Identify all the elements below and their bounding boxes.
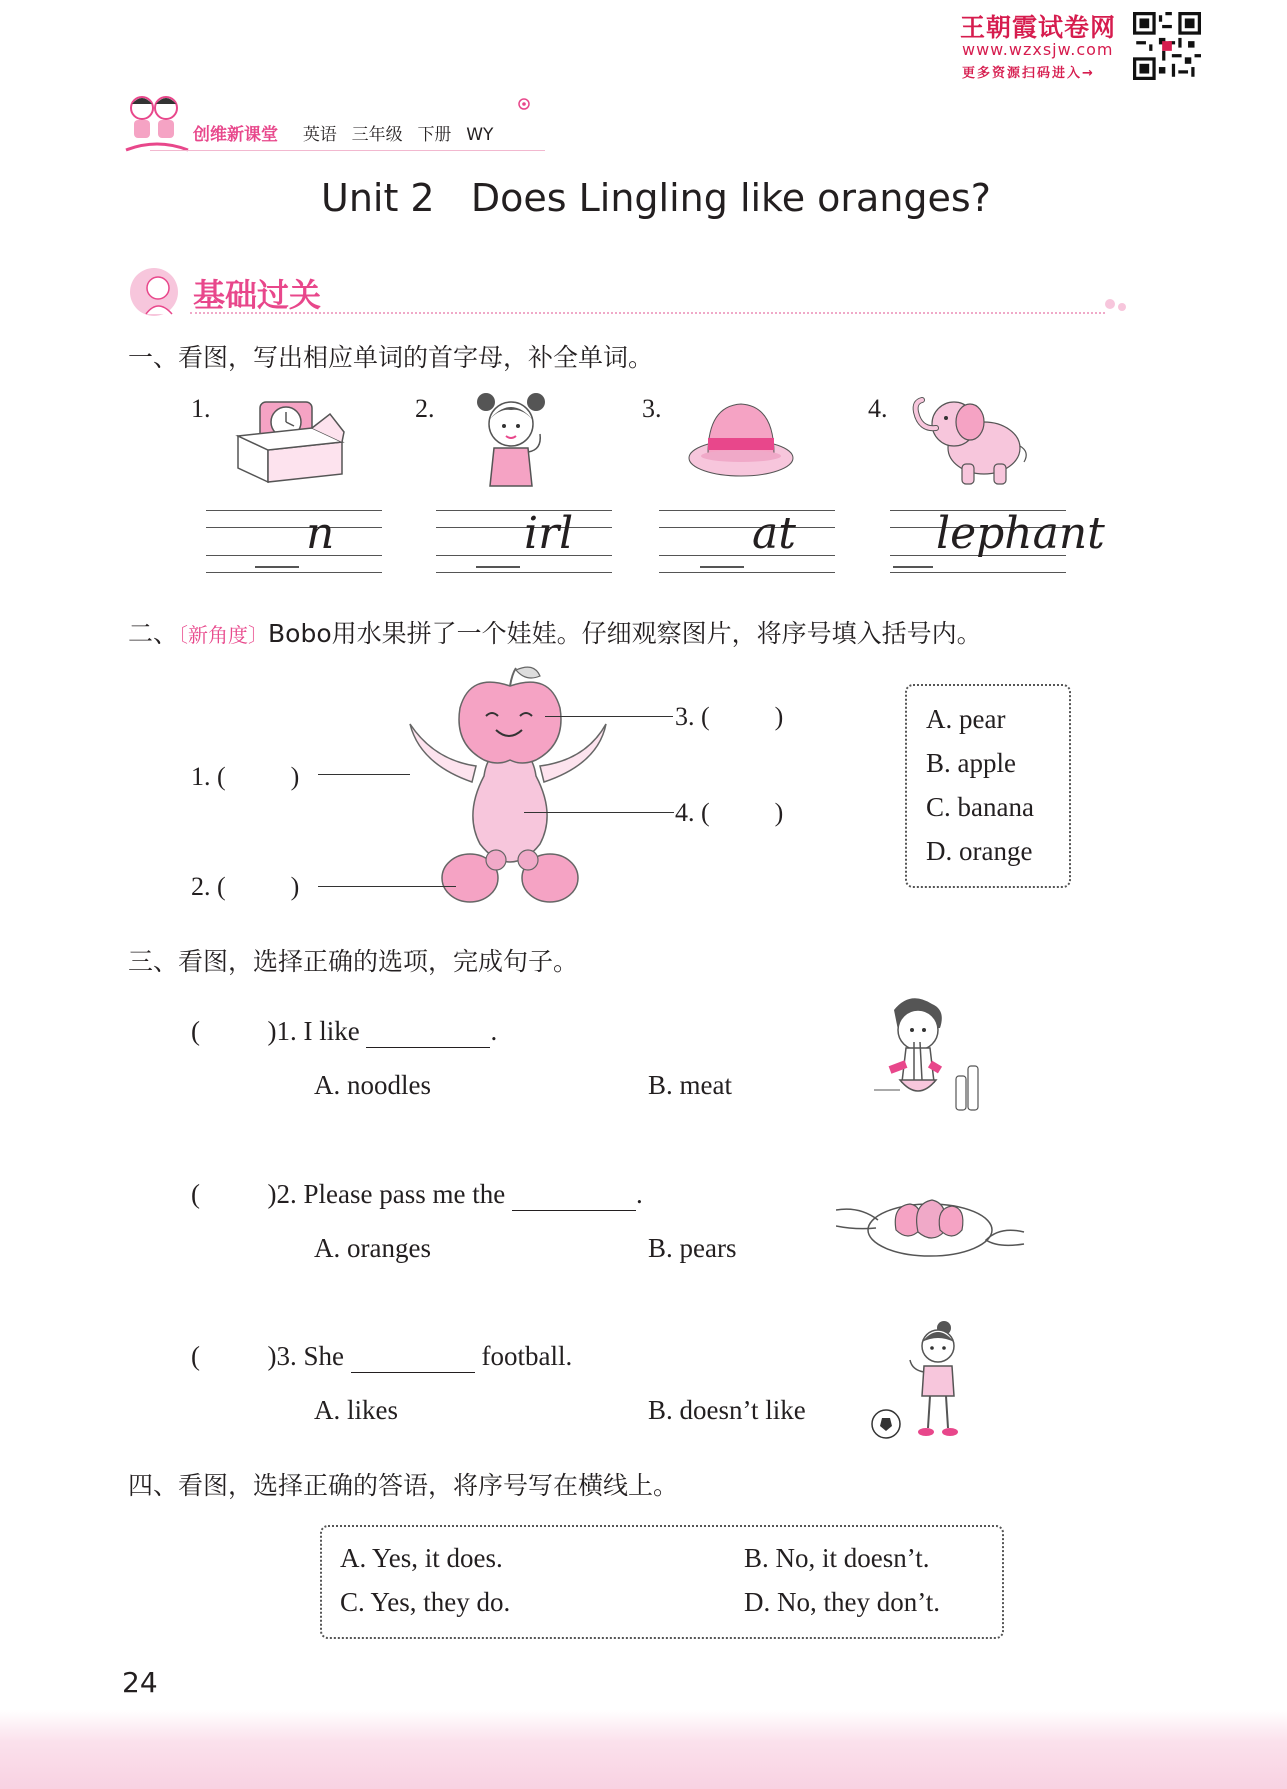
subject: 英语: [302, 125, 337, 145]
part1-item-number: 3.: [642, 394, 662, 423]
option-item: D. orange: [926, 836, 1033, 866]
part4-heading: 四、看图，选择正确的答语，将序号写在横线上。: [128, 1471, 679, 1500]
doll-label-1: [191, 762, 299, 792]
label-number: 4.: [675, 798, 695, 827]
section-badge-icon: [128, 266, 186, 318]
answer-bracket[interactable]: ( ): [191, 1341, 277, 1371]
answer-bracket[interactable]: ( ): [217, 762, 300, 791]
doll-label-4: [675, 798, 783, 828]
flower-deco-icon: [512, 92, 536, 116]
leader-line: [318, 886, 456, 887]
new-angle-tag: 〔新角度〕: [178, 623, 269, 647]
question-3: [191, 1341, 572, 1373]
brand-url[interactable]: www.wzxsjw.com: [962, 40, 1114, 59]
option-item: B. apple: [926, 748, 1016, 778]
word-part: lephant: [936, 508, 1105, 559]
question-stem-end: .: [490, 1016, 498, 1046]
answer-blank[interactable]: [366, 1016, 490, 1048]
girl-and-football-icon: [868, 1320, 992, 1444]
question-stem-end: football.: [481, 1341, 573, 1371]
label-number: 1.: [191, 762, 211, 791]
term: 下册: [417, 125, 452, 145]
part2-heading-text: Bobo用水果拼了一个娃娃。仔细观察图片，将序号填入括号内。: [268, 619, 982, 648]
doll-label-2: [191, 872, 299, 902]
option-item: C. Yes, they do.: [340, 1587, 511, 1617]
answer-bracket[interactable]: ( ): [191, 1016, 277, 1046]
qr-code-icon[interactable]: [1133, 12, 1201, 80]
part2-heading: [128, 614, 982, 650]
option-b[interactable]: B. pears: [648, 1233, 737, 1263]
option-item: B. No, it doesn’t.: [744, 1543, 930, 1573]
kids-logo-icon: [122, 88, 192, 158]
option-item: A. Yes, it does.: [340, 1543, 503, 1573]
option-a[interactable]: A. oranges: [314, 1233, 431, 1263]
leader-line: [318, 774, 410, 775]
answer-blank[interactable]: [512, 1179, 636, 1211]
footer-band: [0, 1710, 1287, 1789]
option-b[interactable]: B. meat: [648, 1070, 732, 1100]
label-number: 2.: [191, 872, 211, 901]
section-divider: [190, 312, 1105, 314]
answer-bracket[interactable]: ( ): [191, 1179, 277, 1209]
leader-line: [524, 812, 674, 813]
part2-heading-prefix: 二、: [128, 619, 179, 648]
dots-deco-icon: [1104, 297, 1130, 315]
book-info: [193, 120, 493, 145]
plate-of-pears-icon: [836, 1186, 1026, 1266]
doll-label-3: [675, 702, 783, 732]
part4-options-box: [320, 1525, 1004, 1639]
unit-title: Unit 2 Does Lingling like oranges?: [321, 176, 991, 220]
question-2: [191, 1179, 643, 1211]
part1-item-number: 1.: [191, 394, 211, 423]
word-part: irl: [524, 508, 574, 559]
grade: 三年级: [351, 125, 403, 145]
question-1: [191, 1016, 497, 1048]
question-stem-end: .: [635, 1179, 643, 1209]
label-number: 3.: [675, 702, 695, 731]
question-stem: 2. Please pass me the: [276, 1179, 506, 1209]
page-number: 24: [122, 1666, 158, 1699]
brand-title: 王朝霞试卷网: [960, 13, 1117, 42]
series-name: 创维新课堂: [193, 125, 278, 145]
option-item: C. banana: [926, 792, 1034, 822]
option-item: A. pear: [926, 704, 1006, 734]
hat-icon: [686, 396, 796, 482]
part1-item-number: 2.: [415, 394, 435, 423]
option-item: D. No, they don’t.: [744, 1587, 940, 1617]
word-part: at: [752, 508, 796, 559]
answer-bracket[interactable]: ( ): [701, 798, 784, 827]
elephant-icon: [906, 390, 1036, 490]
part3-heading: 三、看图，选择正确的选项，完成句子。: [128, 947, 579, 976]
leader-line: [545, 716, 673, 717]
answer-bracket[interactable]: ( ): [701, 702, 784, 731]
part2-options-box: [905, 684, 1071, 888]
question-stem: 1. I like: [276, 1016, 360, 1046]
part1-item-number: 4.: [868, 394, 888, 423]
answer-blank[interactable]: [351, 1341, 475, 1373]
option-a[interactable]: A. likes: [314, 1395, 398, 1425]
option-b[interactable]: B. doesn’t like: [648, 1395, 806, 1425]
girl-icon: [466, 386, 558, 492]
section-title: 基础过关: [193, 276, 322, 314]
word-part: n: [306, 508, 335, 559]
answer-bracket[interactable]: ( ): [217, 872, 300, 901]
option-a[interactable]: A. noodles: [314, 1070, 431, 1100]
brand-tagline: 更多资源扫码进入→: [962, 66, 1095, 81]
edition: WY: [466, 125, 494, 145]
boy-eating-noodles-icon: [870, 990, 990, 1130]
box-icon: [232, 396, 350, 486]
header-rule: [150, 150, 545, 151]
part1-heading: 一、看图，写出相应单词的首字母，补全单词。: [128, 343, 654, 372]
question-stem: 3. She: [276, 1341, 344, 1371]
fruit-doll-icon: [400, 664, 620, 908]
